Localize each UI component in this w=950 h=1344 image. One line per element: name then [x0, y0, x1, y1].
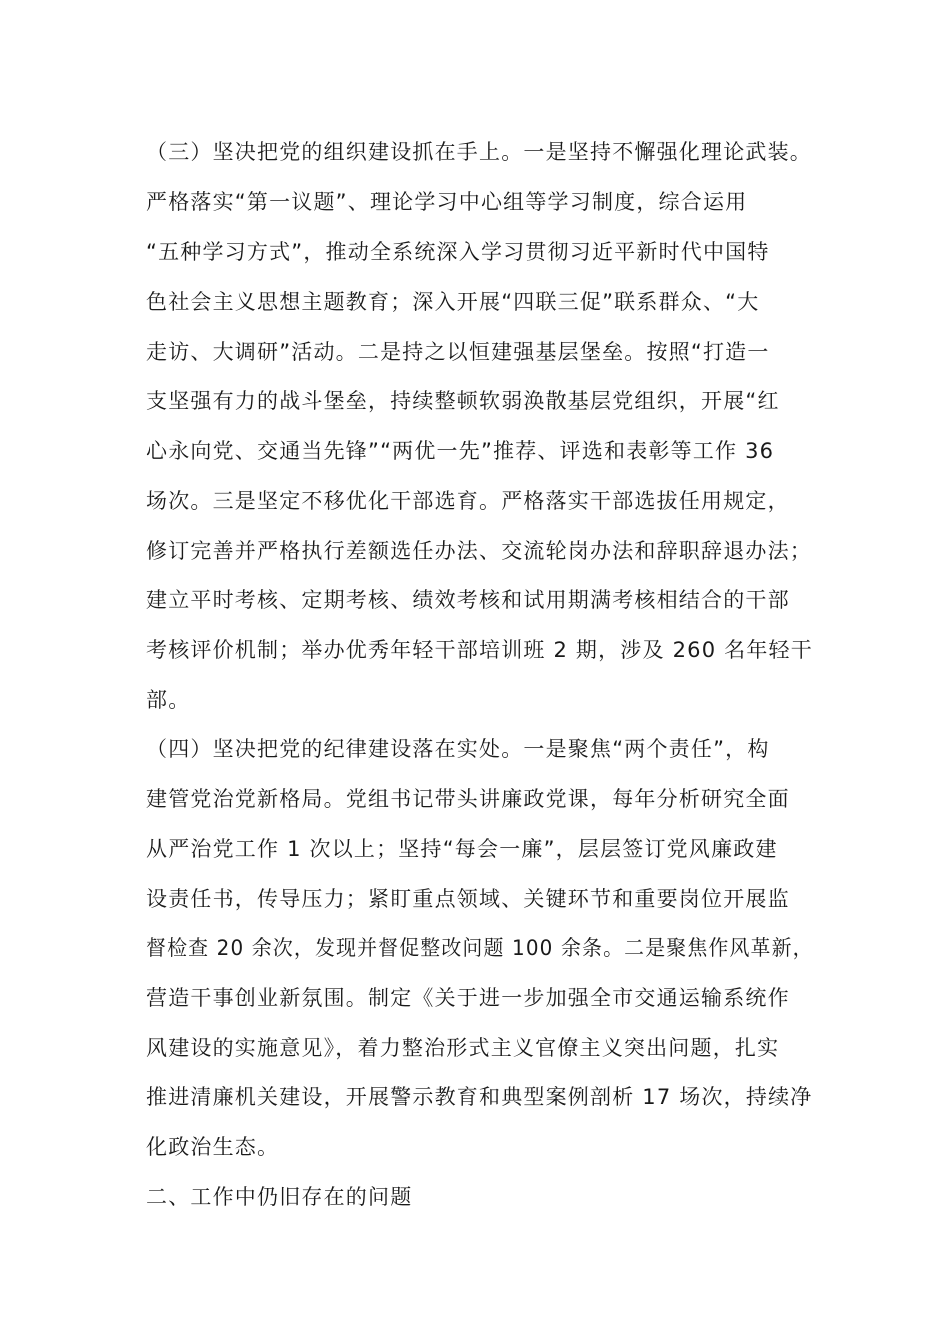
text-line: 支坚强有力的战斗堡垒，持续整顿软弱涣散基层党组织，开展“红	[146, 389, 780, 413]
text-line: 色社会主义思想主题教育；深入开展“四联三促”联系群众、“大	[146, 290, 760, 314]
text-line: 走访、大调研”活动。二是持之以恒建强基层堡垒。按照“打造一	[146, 340, 770, 364]
text-line: 部。	[146, 688, 191, 712]
text-line: 推进清廉机关建设，开展警示教育和典型案例剖析 17 场次，持续净	[146, 1085, 813, 1109]
text-line: 心永向党、交通当先锋”“两优一先”推荐、评选和表彰等工作 36	[146, 439, 775, 463]
text-line: 督检查 20 余次，发现并督促整改问题 100 余条。二是聚焦作风革新，	[146, 936, 814, 960]
text-line: 场次。三是坚定不移优化干部选育。严格落实干部选拔任用规定，	[146, 489, 790, 513]
text-line: 考核评价机制；举办优秀年轻干部培训班 2 期，涉及 260 名年轻干	[146, 638, 813, 662]
text-line: 从严治党工作 1 次以上；坚持“每会一廉”，层层签订党风廉政建	[146, 837, 778, 861]
text-line: “五种学习方式”，推动全系统深入学习贯彻习近平新时代中国特	[146, 240, 770, 264]
text-line: 设责任书，传导压力；紧盯重点领域、关键环节和重要岗位开展监	[146, 887, 790, 911]
text-line: 严格落实“第一议题”、理论学习中心组等学习制度，综合运用	[146, 190, 748, 214]
section-heading: 二、工作中仍旧存在的问题	[146, 1185, 413, 1209]
text-line: 化政治生态。	[146, 1135, 280, 1159]
text-line: （三）坚决把党的组织建设抓在手上。一是坚持不懈强化理论武装。	[146, 140, 812, 164]
text-line: （四）坚决把党的纪律建设落在实处。一是聚焦“两个责任”，构	[146, 737, 770, 761]
text-line: 建管党治党新格局。党组书记带头讲廉政党课，每年分析研究全面	[146, 787, 790, 811]
text-line: 修订完善并严格执行差额选任办法、交流轮岗办法和辞职辞退办法；	[146, 539, 812, 563]
text-line: 建立平时考核、定期考核、绩效考核和试用期满考核相结合的干部	[146, 588, 790, 612]
text-line: 营造干事创业新氛围。制定《关于进一步加强全市交通运输系统作	[146, 986, 790, 1010]
text-line: 风建设的实施意见》，着力整治形式主义官僚主义突出问题，扎实	[146, 1036, 780, 1060]
